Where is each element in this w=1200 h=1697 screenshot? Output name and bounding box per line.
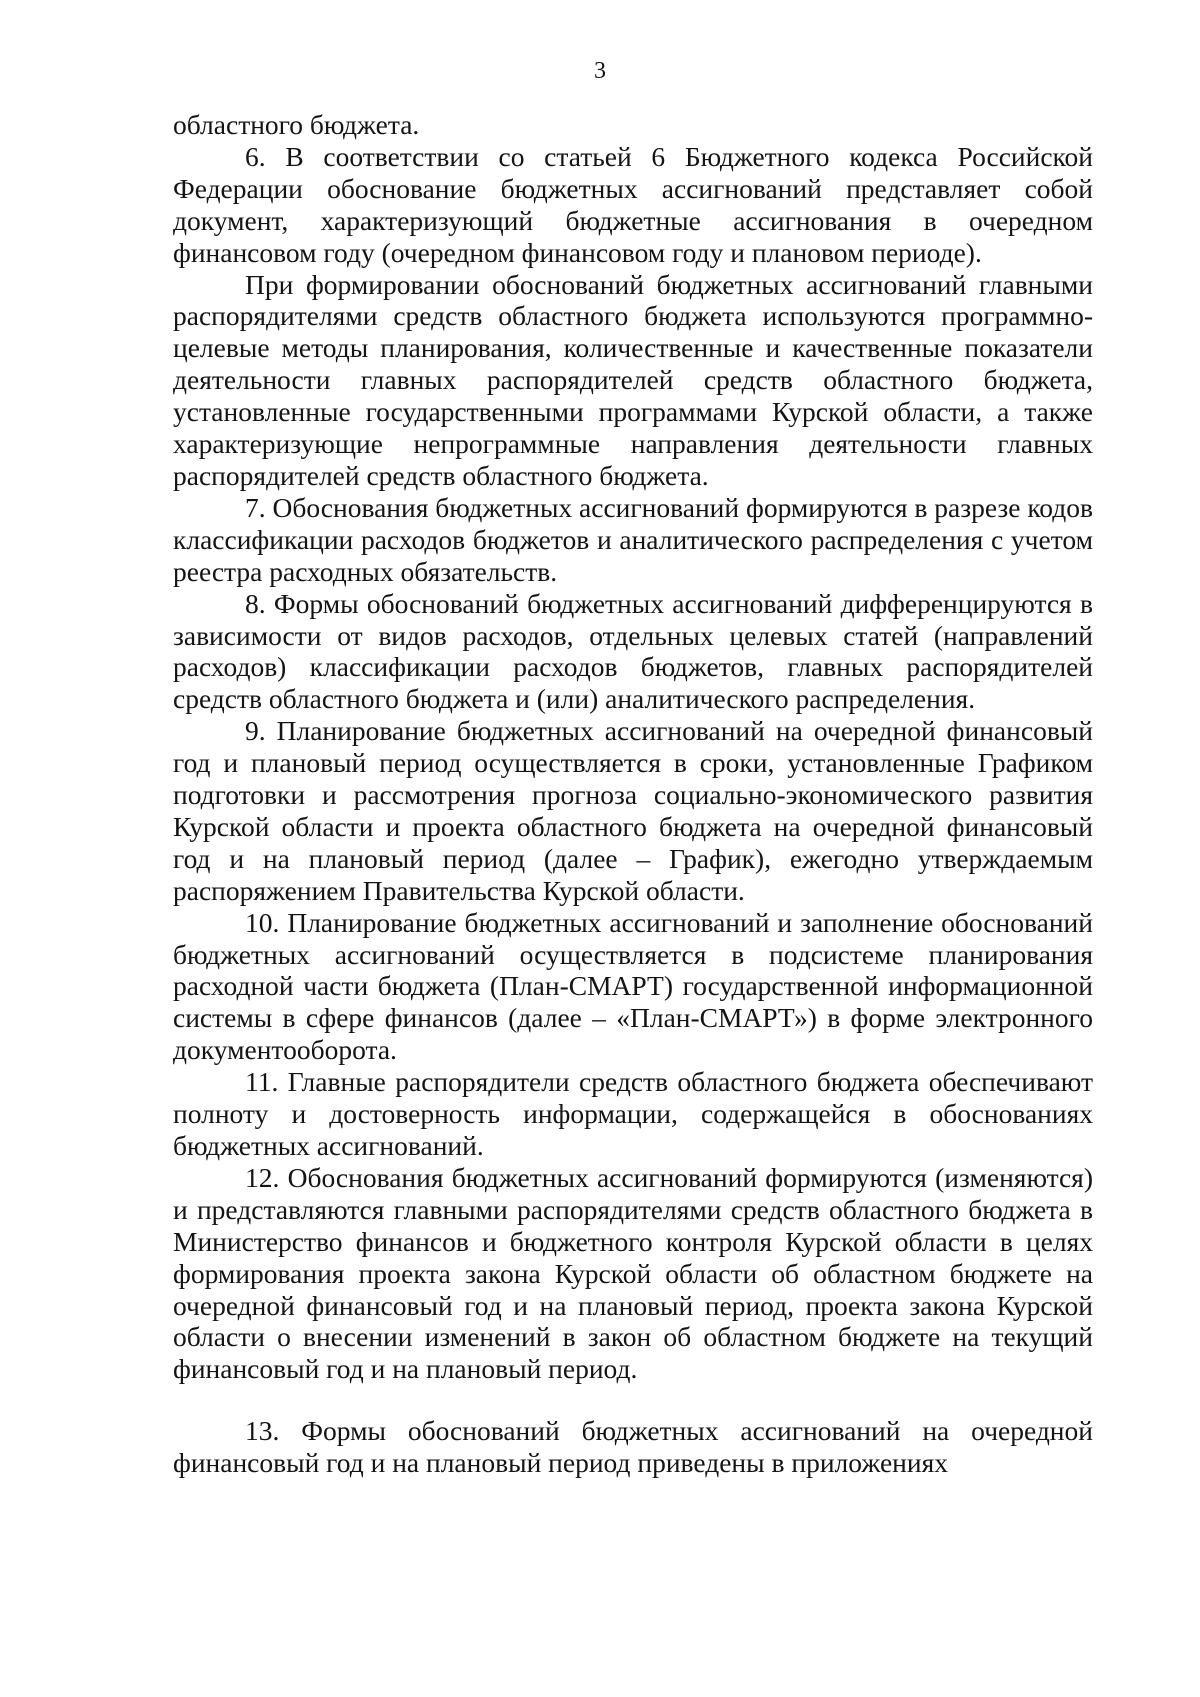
paragraph-10: 10. Планирование бюджетных ассигнований и заполнение обоснований бюджетных ассигнований осуществляется в подсистеме планирования расходной части бюджета (План-СМАРТ) государственной информационной системы в сфере финансов (далее – «План-СМАРТ») в форме электронного документооборота. [173,906,1093,1066]
document-body [173,109,1093,1479]
paragraph-11: 11. Главные распорядители средств областного бюджета обеспечивают полноту и достоверность информации, содержащейся в обоснованиях бюджетных ассигнований. [173,1066,1093,1161]
paragraph-6: 6. В соответствии со статьей 6 Бюджетного кодекса Российской Федерации обоснование бюджетных ассигнований представляет собой документ, характеризующий бюджетные ассигнования в очередном финансовом году (очередном финансовом году и плановом периоде). [173,140,1093,268]
paragraph-13: 13. Формы обоснований бюджетных ассигнований на очередной финансовый год и на плановый период приведены в приложениях [173,1415,1093,1479]
paragraph-9: 9. Планирование бюджетных ассигнований на очередной финансовый год и плановый период осуществляется в сроки, установленные Графиком подготовки и рассмотрения прогноза социально-экономического развития Курской области и проекта областного бюджета на очередной финансовый год и на плановый период (далее – График), ежегодно утверждаемым распоряжением Правительства Курской области. [173,715,1093,906]
paragraph-12: 12. Обоснования бюджетных ассигнований формируются (изменяются) и представляются главными распорядителями средств областного бюджета в Министерство финансов и бюджетного контроля Курской области в целях формирования проекта закона Курской области об областном бюджете на очередной финансовый год и на плановый период, проекта закона Курской области о внесении изменений в закон об областном бюджете на текущий финансовый год и на плановый период. [173,1161,1093,1385]
paragraph-7: 7. Обоснования бюджетных ассигнований формируются в разрезе кодов классификации расходов бюджетов и аналитического распределения с учетом реестра расходных обязательств. [173,491,1093,587]
paragraph-continuation: областного бюджета. [173,109,420,140]
page-number: 3 [594,58,606,84]
paragraph-6-continued: При формировании обоснований бюджетных ассигнований главными распорядителями средств областного бюджета используются программно-целевые методы планирования, количественные и качественные показатели деятельности главных распорядителей средств областного бюджета, установленные государственными программами Курской области, а также характеризующие непрограммные направления деятельности главных распорядителей средств областного бюджета. [173,268,1093,491]
paragraph-8: 8. Формы обоснований бюджетных ассигнований дифференцируются в зависимости от видов расходов, отдельных целевых статей (направлений расходов) классификации расходов бюджетов, главных распорядителей средств областного бюджета и (или) аналитического распределения. [173,587,1093,715]
